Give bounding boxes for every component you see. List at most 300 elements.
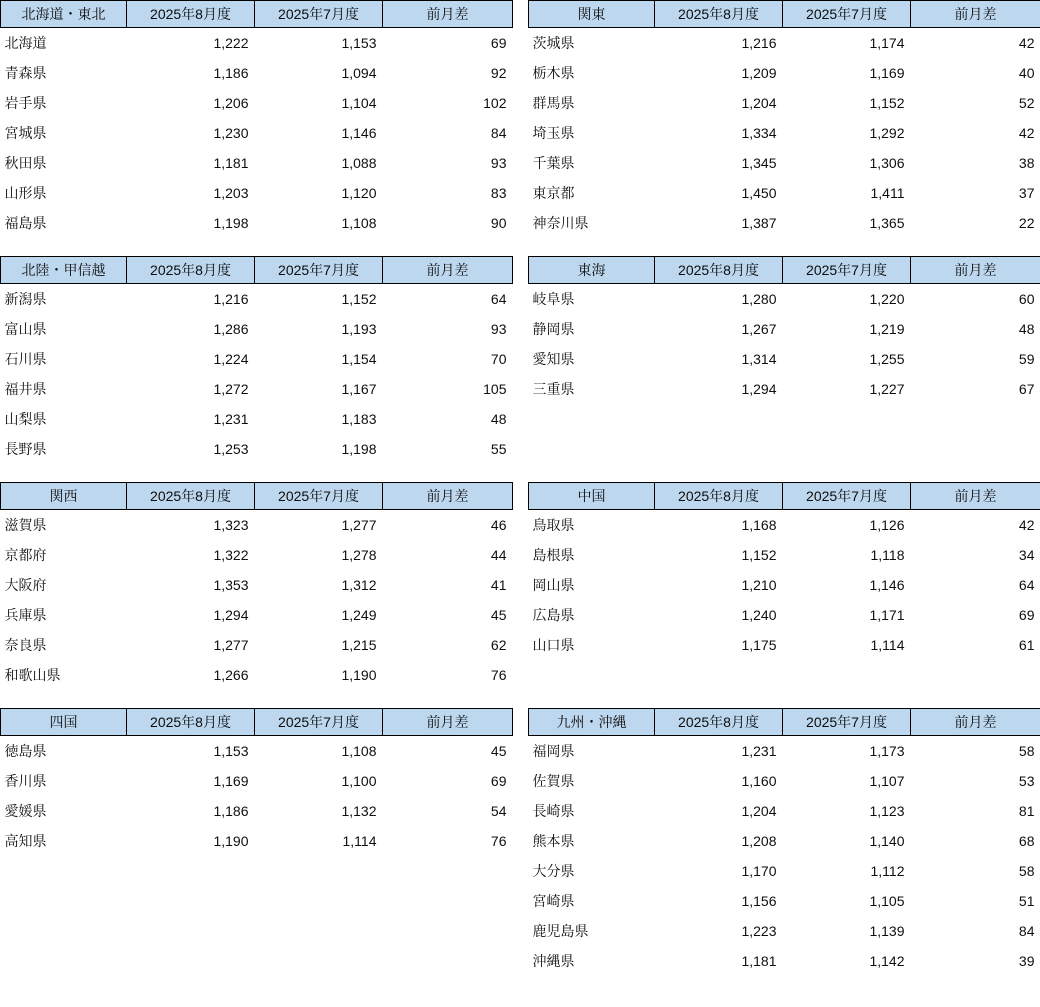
prefecture-name: 鹿児島県 (532, 923, 589, 939)
region-title: 四国 (1, 709, 127, 736)
table-row (529, 736, 1040, 767)
previous-month-value: 1,107 (869, 773, 905, 789)
month-diff-header: 前月差 (911, 483, 1040, 510)
month-diff-header: 前月差 (911, 1, 1040, 28)
current-month-value: 1,224 (213, 351, 249, 367)
row-spacer (0, 690, 512, 708)
table-header-row (1, 257, 513, 284)
previous-month-value: 1,278 (341, 547, 377, 563)
empty-row (1, 886, 513, 916)
empty-cell (911, 434, 1040, 464)
month-diff-value: 42 (1018, 517, 1035, 533)
table-row (1, 344, 513, 374)
previous-month-value: 1,146 (869, 577, 905, 593)
empty-cell (255, 856, 383, 886)
current-month-value: 1,353 (213, 577, 249, 593)
empty-cell (127, 856, 255, 886)
current-month-value: 1,160 (741, 773, 777, 789)
month-diff-value: 22 (1018, 215, 1035, 231)
current-month-value: 1,198 (213, 215, 249, 231)
prefecture-name: 京都府 (4, 547, 47, 563)
table-row (529, 314, 1040, 344)
previous-month-value: 1,126 (869, 517, 905, 533)
previous-month-value: 1,094 (341, 65, 377, 81)
month-diff-value: 90 (490, 215, 507, 231)
current-month-value: 1,345 (741, 155, 777, 171)
table-row (529, 886, 1040, 916)
current-month-value: 1,168 (741, 517, 777, 533)
month-diff-value: 76 (490, 833, 507, 849)
month-diff-value: 55 (490, 441, 507, 457)
previous-month-header: 2025年7月度 (783, 709, 911, 736)
previous-month-value: 1,154 (341, 351, 377, 367)
month-diff-value: 42 (1018, 35, 1035, 51)
prefecture-name: 静岡県 (532, 321, 575, 337)
current-month-header: 2025年8月度 (655, 483, 783, 510)
month-diff-value: 44 (490, 547, 507, 563)
current-month-value: 1,156 (741, 893, 777, 909)
empty-row (529, 660, 1040, 690)
row-spacer (528, 690, 1040, 708)
current-month-value: 1,216 (213, 291, 249, 307)
empty-cell (655, 660, 783, 690)
row-spacer (512, 464, 528, 482)
table-row (1, 736, 513, 767)
table-row (529, 284, 1040, 315)
region-table-shikoku (0, 708, 512, 976)
empty-cell (783, 404, 911, 434)
column-spacer (512, 708, 528, 976)
month-diff-value: 69 (490, 35, 507, 51)
table-row (1, 540, 513, 570)
month-diff-value: 34 (1018, 547, 1035, 563)
table-row (529, 916, 1040, 946)
previous-month-header: 2025年7月度 (783, 257, 911, 284)
empty-row (1, 946, 513, 976)
empty-cell (783, 434, 911, 464)
empty-row (529, 404, 1040, 434)
table-row (529, 630, 1040, 660)
prefecture-name: 佐賀県 (532, 773, 575, 789)
prefecture-name: 東京都 (532, 185, 575, 201)
empty-cell (127, 886, 255, 916)
current-month-value: 1,266 (213, 667, 249, 683)
previous-month-value: 1,132 (341, 803, 377, 819)
prefecture-name: 高知県 (4, 833, 47, 849)
month-diff-value: 37 (1018, 185, 1035, 201)
table-header-row (529, 709, 1040, 736)
current-month-header: 2025年8月度 (127, 483, 255, 510)
current-month-value: 1,253 (213, 441, 249, 457)
table-row (529, 510, 1040, 541)
prefecture-name: 石川県 (4, 351, 47, 367)
previous-month-value: 1,140 (869, 833, 905, 849)
table-row (1, 284, 513, 315)
month-diff-value: 52 (1018, 95, 1035, 111)
prefecture-name: 福島県 (4, 215, 47, 231)
table-row (1, 404, 513, 434)
empty-cell (1, 916, 127, 946)
region-title: 中国 (529, 483, 655, 510)
month-diff-value: 54 (490, 803, 507, 819)
empty-cell (383, 946, 513, 976)
previous-month-value: 1,411 (870, 185, 905, 201)
month-diff-value: 48 (1018, 321, 1035, 337)
current-month-value: 1,204 (741, 95, 777, 111)
row-spacer (0, 238, 512, 256)
prefecture-name: 神奈川県 (532, 215, 589, 231)
row-spacer (512, 690, 528, 708)
month-diff-value: 68 (1018, 833, 1035, 849)
table (0, 708, 513, 976)
previous-month-value: 1,193 (341, 321, 377, 337)
month-diff-value: 38 (1018, 155, 1035, 171)
prefecture-name: 兵庫県 (4, 607, 47, 623)
previous-month-value: 1,152 (341, 291, 377, 307)
month-diff-value: 48 (490, 411, 507, 427)
previous-month-value: 1,169 (869, 65, 905, 81)
region-title: 北陸・甲信越 (1, 257, 127, 284)
empty-row (1, 856, 513, 886)
empty-cell (383, 856, 513, 886)
previous-month-value: 1,306 (869, 155, 905, 171)
month-diff-value: 58 (1018, 863, 1035, 879)
month-diff-value: 67 (1018, 381, 1035, 397)
region-table-kansai (0, 482, 512, 690)
empty-cell (255, 946, 383, 976)
table-row (529, 570, 1040, 600)
previous-month-value: 1,146 (341, 125, 377, 141)
table-row (529, 88, 1040, 118)
table (0, 0, 513, 238)
region-title: 関東 (529, 1, 655, 28)
previous-month-value: 1,104 (341, 95, 377, 111)
current-month-value: 1,277 (213, 637, 249, 653)
current-month-header: 2025年8月度 (655, 709, 783, 736)
month-diff-value: 84 (490, 125, 507, 141)
current-month-value: 1,334 (741, 125, 777, 141)
prefecture-name: 北海道 (4, 35, 47, 51)
month-diff-header: 前月差 (383, 257, 513, 284)
table (0, 256, 513, 464)
prefecture-name: 鳥取県 (532, 517, 575, 533)
month-diff-value: 41 (490, 577, 507, 593)
current-month-value: 1,450 (741, 185, 777, 201)
current-month-header: 2025年8月度 (655, 1, 783, 28)
prefecture-name: 栃木県 (532, 65, 575, 81)
empty-cell (529, 404, 655, 434)
prefecture-name: 千葉県 (532, 155, 575, 171)
table (528, 0, 1040, 238)
previous-month-value: 1,365 (869, 215, 905, 231)
previous-month-value: 1,114 (870, 637, 905, 653)
previous-month-value: 1,277 (341, 517, 377, 533)
prefecture-name: 熊本県 (532, 833, 575, 849)
table (528, 256, 1040, 464)
month-diff-header: 前月差 (383, 483, 513, 510)
current-month-value: 1,231 (741, 743, 777, 759)
table-row (1, 510, 513, 541)
table-row (1, 600, 513, 630)
empty-cell (255, 916, 383, 946)
month-diff-value: 39 (1018, 953, 1035, 969)
month-diff-header: 前月差 (911, 709, 1040, 736)
table-row (1, 570, 513, 600)
prefecture-name: 山梨県 (4, 411, 47, 427)
prefecture-name: 埼玉県 (532, 125, 575, 141)
prefecture-name: 岡山県 (532, 577, 575, 593)
table-row (529, 148, 1040, 178)
prefecture-name: 沖縄県 (532, 953, 575, 969)
prefecture-name: 徳島県 (4, 743, 47, 759)
table-row (529, 600, 1040, 630)
current-month-value: 1,210 (741, 577, 777, 593)
month-diff-value: 45 (490, 607, 507, 623)
current-month-value: 1,181 (213, 155, 249, 171)
prefecture-name: 島根県 (532, 547, 575, 563)
previous-month-value: 1,255 (869, 351, 905, 367)
previous-month-value: 1,088 (341, 155, 377, 171)
month-diff-value: 93 (490, 321, 507, 337)
prefecture-name: 大阪府 (4, 577, 47, 593)
table-row (1, 118, 513, 148)
current-month-value: 1,186 (213, 803, 249, 819)
previous-month-value: 1,152 (869, 95, 905, 111)
region-title: 東海 (529, 257, 655, 284)
empty-row (1, 916, 513, 946)
current-month-value: 1,322 (213, 547, 249, 563)
previous-month-value: 1,249 (341, 607, 377, 623)
month-diff-value: 62 (490, 637, 507, 653)
table-header-row (529, 1, 1040, 28)
month-diff-value: 83 (490, 185, 507, 201)
table-row (529, 208, 1040, 238)
month-diff-value: 70 (490, 351, 507, 367)
row-spacer (528, 238, 1040, 256)
prefecture-name: 秋田県 (4, 155, 47, 171)
empty-cell (529, 660, 655, 690)
previous-month-value: 1,227 (869, 381, 905, 397)
region-table-hokkaido-tohoku (0, 0, 512, 238)
empty-cell (1, 856, 127, 886)
empty-cell (911, 660, 1040, 690)
table-row (529, 946, 1040, 976)
current-month-value: 1,272 (213, 381, 249, 397)
month-diff-value: 53 (1018, 773, 1035, 789)
column-spacer (512, 0, 528, 238)
table-row (1, 660, 513, 690)
previous-month-header: 2025年7月度 (783, 483, 911, 510)
current-month-value: 1,267 (741, 321, 777, 337)
previous-month-value: 1,219 (869, 321, 905, 337)
table-row (1, 148, 513, 178)
previous-month-value: 1,312 (341, 577, 377, 593)
table-row (529, 856, 1040, 886)
month-diff-value: 64 (490, 291, 507, 307)
prefecture-name: 新潟県 (4, 291, 47, 307)
current-month-value: 1,223 (741, 923, 777, 939)
table-row (529, 344, 1040, 374)
previous-month-value: 1,139 (869, 923, 905, 939)
month-diff-value: 76 (490, 667, 507, 683)
previous-month-value: 1,118 (870, 547, 905, 563)
prefecture-name: 香川県 (4, 773, 47, 789)
current-month-value: 1,294 (741, 381, 777, 397)
empty-cell (383, 916, 513, 946)
month-diff-value: 58 (1018, 743, 1035, 759)
empty-cell (1, 946, 127, 976)
region-title: 関西 (1, 483, 127, 510)
table-row (1, 314, 513, 344)
month-diff-header: 前月差 (383, 1, 513, 28)
table-row (1, 374, 513, 404)
table-row (529, 826, 1040, 856)
table (528, 708, 1040, 976)
current-month-value: 1,203 (213, 185, 249, 201)
prefecture-name: 奈良県 (4, 637, 47, 653)
prefecture-name: 山口県 (532, 637, 575, 653)
current-month-value: 1,314 (741, 351, 777, 367)
table-row (529, 178, 1040, 208)
month-diff-value: 42 (1018, 125, 1035, 141)
month-diff-value: 45 (490, 743, 507, 759)
previous-month-value: 1,108 (341, 743, 377, 759)
month-diff-value: 69 (490, 773, 507, 789)
table-row (529, 540, 1040, 570)
previous-month-header: 2025年7月度 (255, 709, 383, 736)
empty-cell (255, 886, 383, 916)
table-row (1, 796, 513, 826)
month-diff-header: 前月差 (911, 257, 1040, 284)
previous-month-value: 1,120 (341, 185, 377, 201)
month-diff-value: 81 (1018, 803, 1035, 819)
table (528, 482, 1040, 690)
prefecture-name: 広島県 (532, 607, 575, 623)
prefecture-name: 三重県 (532, 381, 575, 397)
table (0, 482, 513, 690)
month-diff-value: 93 (490, 155, 507, 171)
previous-month-value: 1,292 (869, 125, 905, 141)
region-table-hokuriku-koshinetsu (0, 256, 512, 464)
previous-month-value: 1,190 (341, 667, 377, 683)
region-table-kyushu-okinawa (528, 708, 1040, 976)
current-month-value: 1,204 (741, 803, 777, 819)
row-spacer (528, 464, 1040, 482)
table-row (529, 58, 1040, 88)
current-month-value: 1,323 (213, 517, 249, 533)
current-month-value: 1,169 (213, 773, 249, 789)
empty-cell (1, 886, 127, 916)
month-diff-value: 46 (490, 517, 507, 533)
table-header-row (1, 483, 513, 510)
previous-month-value: 1,220 (869, 291, 905, 307)
empty-cell (383, 886, 513, 916)
table-row (529, 28, 1040, 59)
previous-month-value: 1,183 (341, 411, 377, 427)
previous-month-value: 1,123 (869, 803, 905, 819)
prefecture-name: 宮崎県 (532, 893, 575, 909)
table-row (1, 630, 513, 660)
month-diff-header: 前月差 (383, 709, 513, 736)
current-month-value: 1,231 (213, 411, 249, 427)
table-header-row (1, 1, 513, 28)
row-spacer (512, 238, 528, 256)
previous-month-value: 1,114 (342, 833, 377, 849)
prefecture-name: 福岡県 (532, 743, 575, 759)
previous-month-value: 1,142 (869, 953, 905, 969)
prefecture-name: 群馬県 (532, 95, 575, 111)
current-month-value: 1,294 (213, 607, 249, 623)
empty-cell (127, 916, 255, 946)
table-row (1, 88, 513, 118)
table-row (1, 28, 513, 59)
previous-month-value: 1,112 (870, 863, 905, 879)
region-table-tokai (528, 256, 1040, 464)
previous-month-value: 1,167 (341, 381, 377, 397)
current-month-value: 1,240 (741, 607, 777, 623)
table-header-row (1, 709, 513, 736)
current-month-header: 2025年8月度 (127, 257, 255, 284)
prefecture-name: 岩手県 (4, 95, 47, 111)
current-month-value: 1,286 (213, 321, 249, 337)
empty-cell (783, 660, 911, 690)
prefecture-name: 山形県 (4, 185, 47, 201)
current-month-value: 1,170 (741, 863, 777, 879)
region-table-kanto (528, 0, 1040, 238)
current-month-value: 1,190 (213, 833, 249, 849)
current-month-value: 1,152 (741, 547, 777, 563)
row-spacer (0, 464, 512, 482)
month-diff-value: 64 (1018, 577, 1035, 593)
previous-month-value: 1,105 (869, 893, 905, 909)
empty-cell (529, 434, 655, 464)
current-month-value: 1,209 (741, 65, 777, 81)
previous-month-header: 2025年7月度 (255, 483, 383, 510)
current-month-value: 1,230 (213, 125, 249, 141)
month-diff-value: 84 (1018, 923, 1035, 939)
previous-month-header: 2025年7月度 (783, 1, 911, 28)
month-diff-value: 51 (1018, 893, 1035, 909)
previous-month-value: 1,153 (341, 35, 377, 51)
region-title: 北海道・東北 (1, 1, 127, 28)
prefecture-name: 大分県 (532, 863, 575, 879)
current-month-value: 1,208 (741, 833, 777, 849)
table-header-row (529, 257, 1040, 284)
table-header-row (529, 483, 1040, 510)
current-month-value: 1,181 (741, 953, 777, 969)
current-month-header: 2025年8月度 (127, 1, 255, 28)
month-diff-value: 92 (490, 65, 507, 81)
previous-month-value: 1,215 (341, 637, 377, 653)
current-month-value: 1,175 (741, 637, 777, 653)
prefecture-name: 愛知県 (532, 351, 575, 367)
table-row (1, 58, 513, 88)
prefecture-name: 愛媛県 (4, 803, 47, 819)
empty-row (529, 434, 1040, 464)
current-month-value: 1,387 (741, 215, 777, 231)
current-month-value: 1,216 (741, 35, 777, 51)
previous-month-value: 1,198 (341, 441, 377, 457)
current-month-value: 1,153 (213, 743, 249, 759)
month-diff-value: 105 (483, 381, 507, 397)
month-diff-value: 40 (1018, 65, 1035, 81)
previous-month-header: 2025年7月度 (255, 257, 383, 284)
empty-cell (911, 404, 1040, 434)
previous-month-header: 2025年7月度 (255, 1, 383, 28)
current-month-value: 1,222 (213, 35, 249, 51)
previous-month-value: 1,173 (869, 743, 905, 759)
table-row (1, 178, 513, 208)
